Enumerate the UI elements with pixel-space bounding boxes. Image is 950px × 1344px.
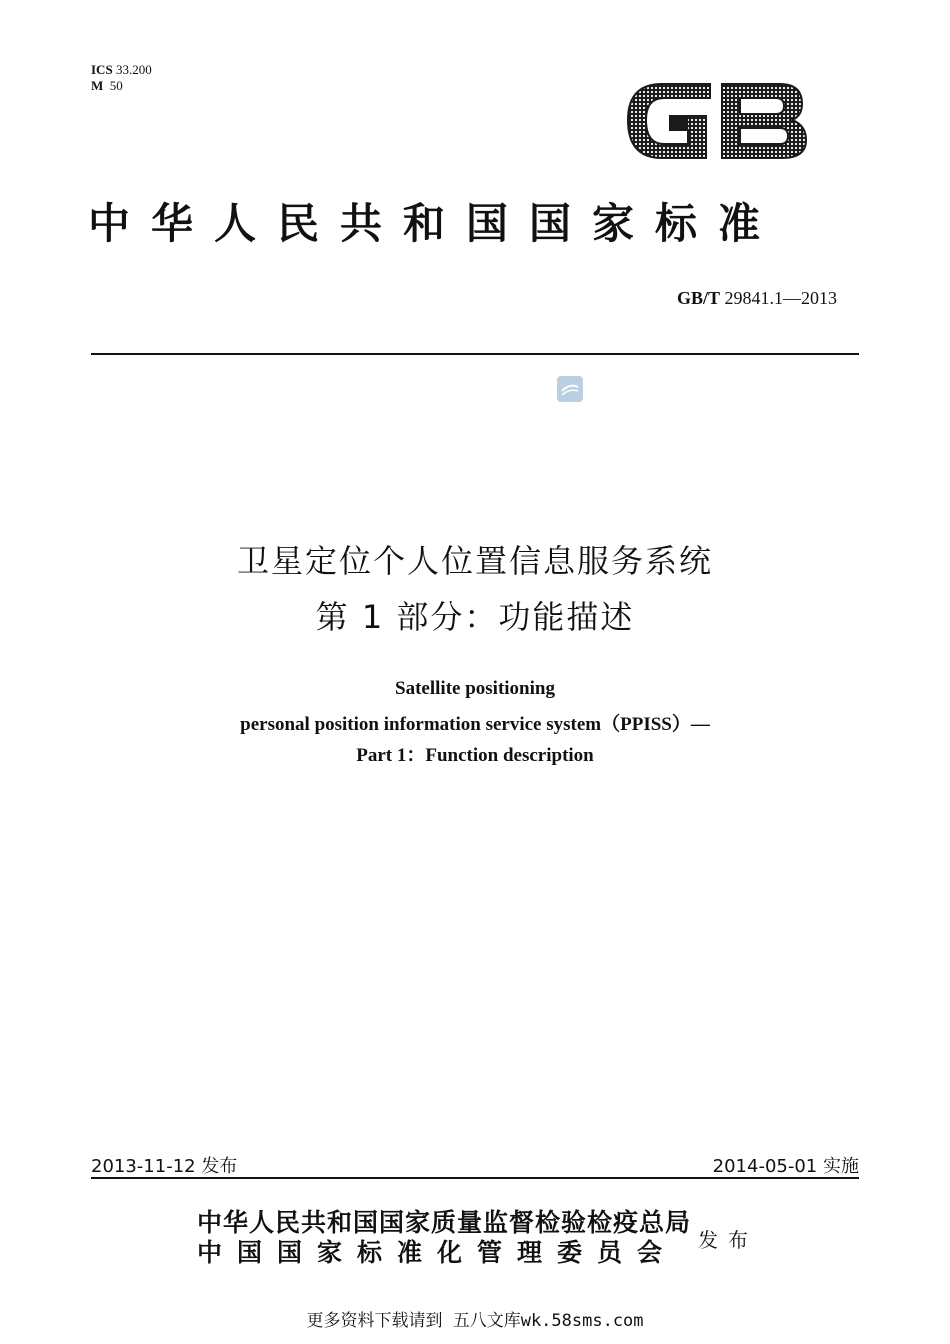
issuer-aqsiq: 中华人民共和国国家质量监督检验检疫总局 — [197, 1208, 692, 1237]
bottom-divider — [91, 1177, 859, 1179]
english-title-line-1: Satellite positioning — [395, 678, 555, 699]
issuer-sac: 中国国家标准化管理委员会 — [197, 1238, 678, 1267]
ics-value: 33.200 — [115, 62, 152, 77]
english-title-line-2: personal position information service system（PPISS）— — [240, 714, 710, 735]
ics-label: ICS — [91, 62, 113, 77]
chinese-title-line-2: 第 1 部分：功能描述 — [315, 598, 635, 636]
standard-number-value: 29841.1—2013 — [724, 288, 837, 308]
standard-number-prefix: GB/T — [676, 288, 720, 308]
publish-label: 发布 — [698, 1228, 758, 1252]
standard-title: 中华人民共和国国家标准 — [88, 199, 782, 248]
sac-watermark-icon — [556, 375, 584, 403]
class-value: 50 — [109, 78, 123, 93]
english-title-line-3: Part 1：Function description — [356, 745, 594, 766]
ics-classification — [91, 62, 152, 94]
footer-download-note: 更多资料下载请到 五八文库wk.58sms.com — [306, 1311, 644, 1331]
top-divider — [91, 353, 859, 355]
implementation-date: 2014-05-01 实施 — [712, 1156, 859, 1177]
class-label: M — [91, 78, 104, 93]
gb-logo — [622, 70, 810, 170]
chinese-title-line-1: 卫星定位个人位置信息服务系统 — [236, 542, 713, 580]
issue-date: 2013-11-12 发布 — [91, 1156, 238, 1177]
standard-number — [677, 288, 837, 309]
